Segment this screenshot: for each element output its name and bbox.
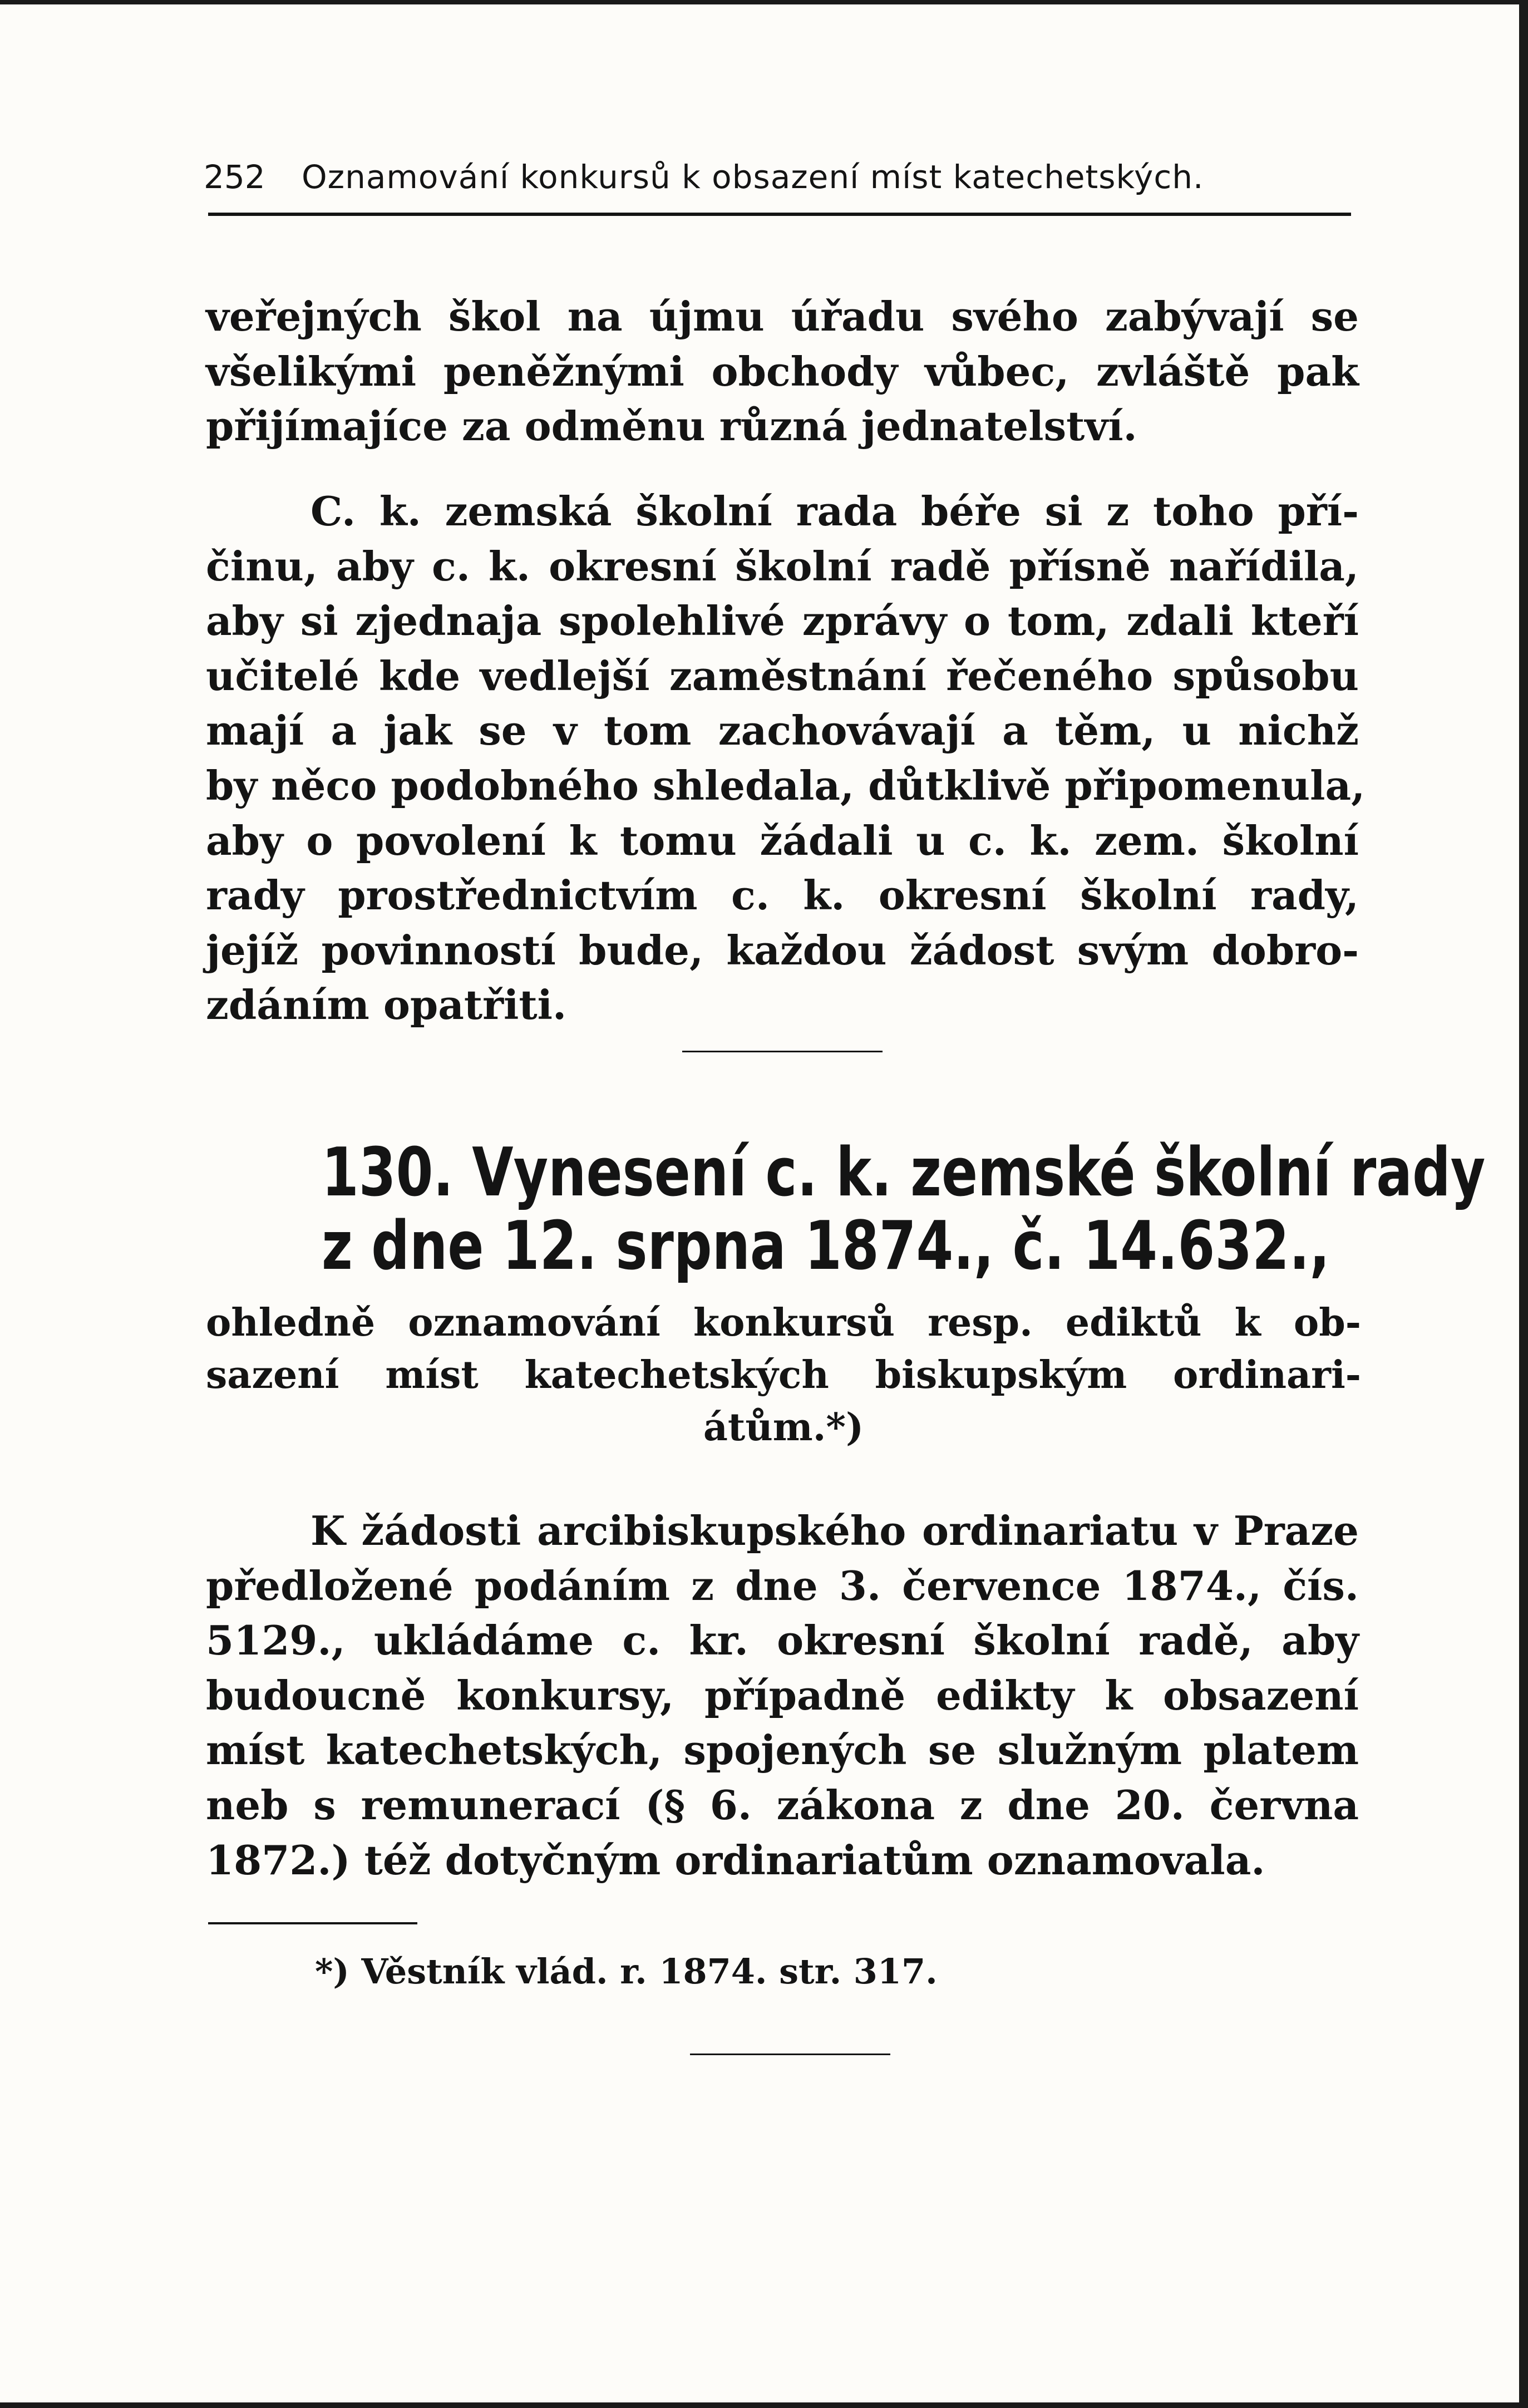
header-rule: [208, 213, 1351, 216]
text-line: předložené podáním z dne 3. července 1874., čís.: [206, 1562, 1359, 1609]
text-line: přijímajíce za odměnu různá jednatelství.: [206, 402, 1137, 450]
text-line: všelikými peněžnými obchody vůbec, zvláště pak: [206, 347, 1359, 395]
text-line: jejíž povinností bude, každou žádost svým dobro-: [206, 926, 1359, 974]
page-number: 252: [204, 158, 265, 196]
section-paragraph: [206, 1504, 1359, 1888]
text-line: C. k. zemská školní rada béře si z toho pří-: [310, 487, 1359, 535]
end-separator: [690, 2054, 890, 2055]
text-line: veřejných škol na újmu úřadu svého zabývají se: [206, 293, 1359, 340]
text-line: aby si zjednaja spolehlivé zprávy o tom, zdali kteří: [206, 597, 1359, 645]
text-line: zdáním opatřiti.: [206, 981, 567, 1029]
text-line: by něco podobného shledala, důtklivě připomenula,: [206, 761, 1366, 809]
text-line: K žádosti arcibiskupského ordinariatu v Praze: [310, 1507, 1359, 1554]
text-line: rady prostřednictvím c. k. okresní školní rady,: [206, 871, 1359, 919]
subtitle-line: ohledně oznamování konkursů resp. ediktů k ob-: [206, 1301, 1361, 1345]
text-line: činu, aby c. k. okresní školní radě přísně nařídila,: [206, 542, 1359, 590]
footnote-rule: [208, 1922, 417, 1924]
text-line: budoucně konkursy, případně edikty k obsazení: [206, 1671, 1359, 1719]
section-title: [322, 1134, 1486, 1285]
text-line: učitelé kde vedlejší zaměstnání řečeného spůsobu: [206, 652, 1359, 700]
running-title: Oznamování konkursů k obsazení míst katechetských.: [302, 158, 1204, 196]
scan-border-right: [1519, 0, 1528, 2408]
text-line: neb s remunerací (§ 6. zákona z dne 20. června: [206, 1781, 1359, 1829]
text-line: 5129., ukládáme c. kr. okresní školní radě, aby: [206, 1617, 1359, 1665]
paragraph-2: [206, 484, 1366, 1033]
paragraph-1: [206, 289, 1359, 454]
section-title-line: 130. Vynesení c. k. zemské školní rady: [322, 1134, 1486, 1212]
text-line: mají a jak se v tom zachovávají a těm, u nichž: [206, 707, 1359, 755]
scan-border-bottom: [0, 2402, 1528, 2408]
subtitle-line: sazení míst katechetských biskupským ordinari-: [206, 1353, 1361, 1397]
text-line: aby o povolení k tomu žádali u c. k. zem. školní: [206, 816, 1359, 864]
section-subtitle: [206, 1297, 1361, 1454]
text-line: 1872.) též dotyčným ordinariatům oznamovala.: [206, 1836, 1265, 1884]
section-separator: [682, 1051, 883, 1052]
section-title-line: z dne 12. srpna 1874., č. 14.632.,: [322, 1208, 1330, 1285]
running-head: [204, 155, 1350, 199]
text-line: míst katechetských, spojených se služným platem: [206, 1726, 1359, 1774]
subtitle-line: átům.*): [703, 1405, 864, 1450]
footnote: *) Věstník vlád. r. 1874. str. 317.: [315, 1951, 938, 1992]
scan-border-top: [0, 0, 1528, 4]
